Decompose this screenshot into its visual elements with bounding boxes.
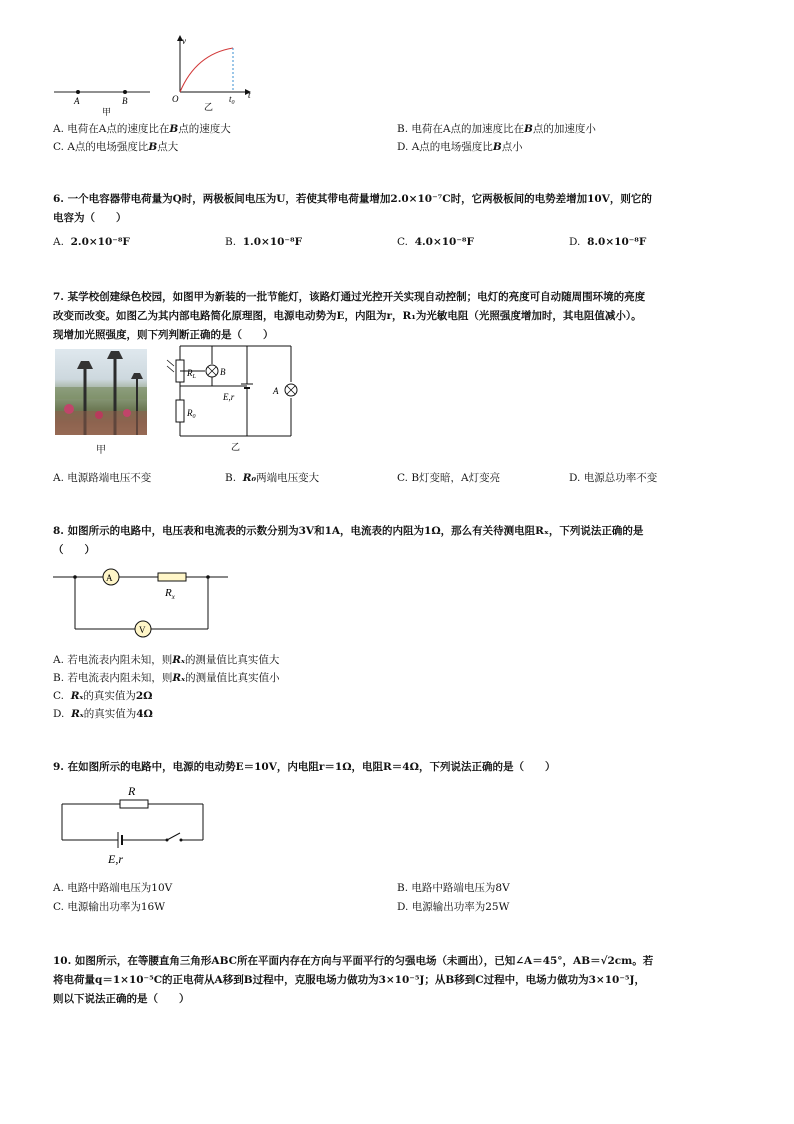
q7-option-a: A. 电源路端电压不变 bbox=[53, 472, 152, 484]
figure-jia bbox=[50, 82, 160, 122]
source-Er-label: E,r bbox=[108, 852, 123, 866]
figure-yi-caption: 乙 bbox=[204, 102, 214, 112]
q8-option-a: A. 若电流表内阻未知，则Rₓ的测量值比真实值大 bbox=[53, 654, 280, 666]
q10-stem bbox=[53, 952, 743, 1009]
q6-option-b: B. 1.0×10⁻⁸F bbox=[225, 236, 303, 248]
q7-stem-line2: 改变而改变。如图乙为其内部电路简化原理图，电源电动势为E，内阻为r，R₁为光敏电阻（光照强度增加时，其电阻值减小）。 bbox=[53, 310, 642, 322]
q8-option-b: B. 若电流表内阻未知，则Rₓ的测量值比真实值小 bbox=[53, 672, 280, 684]
q10-stem-line3: 则以下说法正确的是（ ） bbox=[53, 993, 190, 1005]
q5-option-b: B. 电荷在A点的加速度比在B点的加速度小 bbox=[397, 123, 596, 135]
q5-option-a: A. 电荷在A点的速度比在B点的速度大 bbox=[53, 123, 231, 135]
q9-circuit-diagram bbox=[58, 784, 208, 869]
q8-option-d: D. Rₓ的真实值为4Ω bbox=[53, 708, 153, 720]
q9-option-b: B. 电路中路端电压为8V bbox=[397, 882, 510, 894]
voltmeter-label: V bbox=[139, 625, 146, 635]
q9-stem bbox=[53, 758, 743, 777]
photo-caption: 甲 bbox=[96, 445, 106, 456]
resistor-Rx-label: $R_x$ bbox=[165, 587, 175, 601]
point-A-label: A bbox=[74, 96, 80, 106]
q9-option-a: A. 电路中路端电压为10V bbox=[53, 882, 173, 894]
q8-stem-line1: 8. 如图所示的电路中，电压表和电流表的示数分别为3V和1A，电流表的内阻为1Ω，那么有关待测电阻Rₓ，下列说法正确的是 bbox=[53, 525, 644, 537]
lamp-B-label: B bbox=[220, 367, 226, 377]
q7-option-d: D. 电源总功率不变 bbox=[569, 472, 658, 484]
q9-option-d: D. 电源输出功率为25W bbox=[397, 901, 510, 913]
t0-label: $t_0$ bbox=[229, 94, 235, 106]
resistor-R-label: R bbox=[128, 784, 136, 798]
point-B-label: B bbox=[122, 96, 128, 106]
q6-option-a: A. 2.0×10⁻⁸F bbox=[53, 236, 130, 248]
q9-stem-line1: 9. 在如图所示的电路中，电源的电动势E＝10V，内电阻r＝1Ω，电阻R＝4Ω，下列说法正确的是（ ） bbox=[53, 761, 556, 773]
q8-stem-line2: （ ） bbox=[53, 544, 95, 556]
q7-option-b: B. R₀两端电压变大 bbox=[225, 472, 320, 484]
q6-stem-line2: 电容为（ ） bbox=[53, 212, 127, 224]
resistor-RL-label: $R_L$ bbox=[187, 368, 196, 380]
q6-option-c: C. 4.0×10⁻⁸F bbox=[397, 236, 474, 248]
q6-stem-line1: 6. 一个电容器带电荷量为Q时，两极板间电压为U，若使其带电荷量增加2.0×10⁻⁷C时，它两极板间的电势差增加10V，则它的 bbox=[53, 193, 652, 205]
q10-stem-line2: 将电荷量q＝1×10⁻⁵C的正电荷从A移到B过程中，克服电场力做功为3×10⁻⁵J；从B移到C过程中，电场力做功为3×10⁻⁵J， bbox=[53, 974, 645, 986]
q8-stem bbox=[53, 522, 743, 560]
q6-option-d: D. 8.0×10⁻⁸F bbox=[569, 236, 647, 248]
figure-jia-caption: 甲 bbox=[102, 107, 112, 117]
q7-stem bbox=[53, 288, 743, 345]
q9-option-c: C. 电源输出功率为16W bbox=[53, 901, 165, 913]
street-lamp-photo bbox=[55, 349, 147, 435]
q7-stem-line1: 7. 某学校创建绿色校园，如图甲为新装的一批节能灯，该路灯通过光控开关实现自动控制；电灯的亮度可自动随周围环境的亮度 bbox=[53, 291, 646, 303]
q6-stem bbox=[53, 190, 743, 228]
source-Er-label: E,r bbox=[223, 392, 235, 402]
q8-option-c: C. Rₓ的真实值为2Ω bbox=[53, 690, 153, 702]
q5-option-d: D. A点的电场强度比B点小 bbox=[397, 141, 523, 153]
q7-stem-line3: 现增加光照强度，则下列判断正确的是（ ） bbox=[53, 329, 274, 341]
axis-t-label: t bbox=[248, 90, 251, 100]
ammeter-label: A bbox=[106, 573, 113, 583]
q7-option-c: C. B灯变暗，A灯变亮 bbox=[397, 472, 501, 484]
q7-circuit-diagram bbox=[165, 340, 300, 455]
q8-circuit-diagram bbox=[53, 565, 233, 640]
origin-label: O bbox=[172, 94, 179, 104]
circuit-caption: 乙 bbox=[231, 442, 241, 452]
axis-v-label: v bbox=[182, 36, 186, 46]
lamp-A-label: A bbox=[273, 386, 279, 396]
q5-option-c: C. A点的电场强度比B点大 bbox=[53, 141, 179, 153]
resistor-R0-label: $R_0$ bbox=[187, 408, 196, 420]
figure-yi-vt-graph bbox=[168, 36, 263, 116]
q10-stem-line1: 10. 如图所示，在等腰直角三角形ABC所在平面内存在方向与平面平行的匀强电场（未画出），已知∠A＝45°，AB＝√2cm。若 bbox=[53, 955, 654, 967]
